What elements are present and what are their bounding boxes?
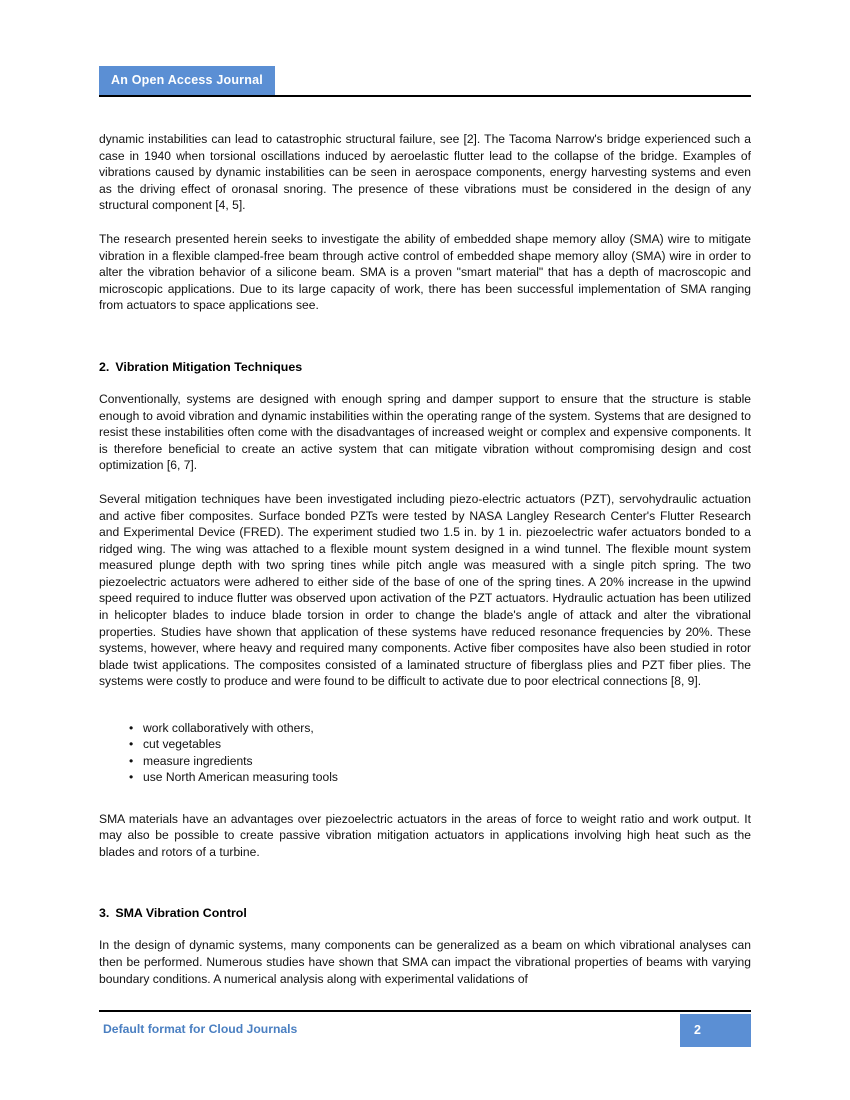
section-title-2: Vibration Mitigation Techniques (115, 359, 303, 374)
paragraph-conventional-systems: Conventionally, systems are designed with enough spring and damper support to ensure that the structure is stable enough to avoid vibration and dynamic instabilities within the operating range of the system. Systems that are designed to resist these instabilities often come with the disadvantages of increased weight or complex and expensive components. It is therefore beneficial to create an active system that can mitigate vibration without compromising design and cost optimization [6, 7]. (99, 391, 751, 473)
header-divider (99, 95, 751, 97)
section-heading-2 (99, 359, 751, 375)
list-item (99, 769, 751, 785)
section-spacer (99, 877, 751, 886)
bullet-icon: • (129, 737, 134, 752)
list-item-label: use North American measuring tools (143, 770, 338, 785)
paragraph-research-overview: The research presented herein seeks to investigate the ability of embedded shape memory alloy (SMA) wire to mitigate vibration in a flexible clamped-free beam through active control of embedded shape memory alloy (SMA) wire in order to alter the vibration behavior of a silicone beam. SMA is a proven "smart material" that has a depth of macroscopic and microscopic applications. Due to its large capacity of work, there has been successful implementation of SMA ranging from actuators to space applications see. (99, 231, 751, 313)
footer-journal-label: Default format for Cloud Journals (103, 1022, 298, 1036)
list-item (99, 720, 751, 736)
list-item (99, 736, 751, 752)
bullet-icon: • (129, 721, 134, 736)
skills-bullet-list (99, 720, 751, 786)
list-item-label: measure ingredients (143, 753, 253, 768)
bullet-icon: • (129, 753, 134, 768)
post-list-spacer (99, 802, 751, 811)
page-number-badge (680, 1014, 751, 1047)
bullet-icon: • (129, 770, 134, 785)
page-header (99, 66, 751, 95)
list-item-label: work collaboratively with others, (143, 721, 314, 736)
paragraph-sma-advantages: SMA materials have an advantages over piezoelectric actuators in the areas of force to weight ratio and work output. It may also be possible to create passive vibration mitigation actuators in applications involving high heat such as the blades and rotors of a turbine. (99, 811, 751, 859)
list-item-label: cut vegetables (143, 737, 221, 752)
list-spacer (99, 707, 751, 714)
document-content (99, 131, 751, 987)
page-number-label: 2 (694, 1023, 701, 1037)
paragraph-sma-vibration-control: In the design of dynamic systems, many components can be generalized as a beam on which vibrational analyses can then be performed. Numerous studies have shown that SMA can impact the vibrational properties of beams with varying boundary conditions. A numerical analysis along with experimental validations of (99, 938, 751, 986)
footer-divider (99, 1010, 751, 1012)
journal-badge: An Open Access Journal (99, 66, 275, 95)
list-item (99, 753, 751, 769)
section-heading-3 (99, 905, 751, 921)
section-number-3: 3. (99, 906, 110, 921)
section-number-2: 2. (99, 359, 110, 374)
section-spacer (99, 331, 751, 340)
paragraph-intro-continued: dynamic instabilities can lead to catastrophic structural failure, see [2]. The Tacoma Narrow's bridge experienced such a case in 1940 when torsional oscillations induced by aeroelastic flutter lead to the collapse of the bridge. Examples of vibrations caused by dynamic instabilities can be seen in aerospace components, energy harvesting systems and even as the driving effect of oronasal snoring. The presence of these vibrations must be considered in the design of any structural component [4, 5]. (99, 132, 751, 213)
section-title-3: SMA Vibration Control (115, 906, 247, 921)
paragraph-mitigation-techniques: Several mitigation techniques have been investigated including piezo-electric actuators (PZT), servohydraulic actuation and active fiber composites. Surface bonded PZTs were tested by NASA Langley Research Center's Flutter Research and Experimental Device (FRED). The experiment studied two 1.5 in. by 1 in. piezoelectric wafer actuators bonded to a ridged wing. The wing was attached to a flexible mount system designed in a wind tunnel. The flexible mount system measured plunge depth with two spring tines while pitch angle was measured with a single pitch spring. The two piezoelectric actuators were adhered to either side of the base of one of the spring tines. A 20% increase in the upwind speed required to induce flutter was observed upon activation of the PZT actuators. Hydraulic actuation has been utilized in helicopter blades to induce blade torsion in order to change the blade's angle of attack and alter the vibrational properties. Studies have shown that application of these systems have reduced resonance frequencies by 20%. These systems, however, where heavy and required many components. Active fiber composites have also been studied in rotor blade twist applications. The composites consisted of a laminated structure of fiberglass plies and PZT fiber plies. The systems were costly to produce and were found to be difficult to activate due to poor electrical connections [8, 9]. (99, 491, 751, 689)
